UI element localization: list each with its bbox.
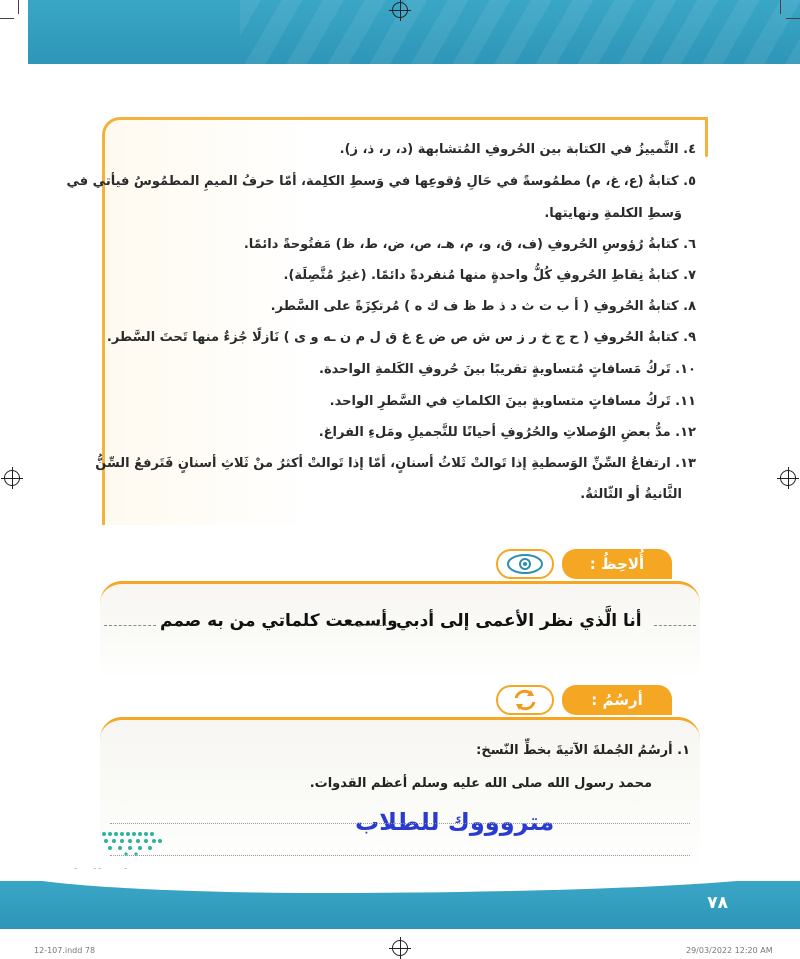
eye-icon <box>498 551 552 577</box>
page-number: ٧٨ <box>707 893 728 913</box>
crop-mark <box>0 18 14 19</box>
rule-item: ٤. التَّمييزُ في الكتابة بين الحُروفِ المُتشابهة (د، ر، ذ، ز). <box>339 142 696 157</box>
rule-item: ٨. كتابةُ الحُروفِ ( أ ب ت ث د ذ ط ظ ف ك ه ) مُرتكِزَةً على السَّطر. <box>270 299 696 314</box>
refresh-arrows-icon <box>498 687 552 713</box>
verse-divider <box>104 625 156 626</box>
rule-item: ٩. كتابةُ الحُروفِ ( ح ج خ ر ز س ش ص ض ع غ ق ل م ن ـه و ى ) نَازلًا جُزءٌ منها تَحتَ السَّطر. <box>106 330 696 345</box>
crop-mark <box>18 0 19 14</box>
writing-line <box>110 855 690 856</box>
verse-second-hemistich: وأسمعت كلماتي من به صمم <box>160 611 398 631</box>
verse-first-hemistich: أنا الَّذي نظر الأعمى إلى أدبي <box>396 611 642 631</box>
rule-item: ١٣. ارتفاعُ السِّنِّ الوَسطيةِ إذا تَوالتْ ثَلاثُ أسنانٍ، أمّا إذا تَوالتْ أكثرُ منْ ثَلاثِ أسنانٍ فَتَرفعُ السِّنُّ <box>95 456 696 471</box>
rule-item: ٧. كتابةُ نِقاطِ الحُروفِ كُلُّ واحدةٍ منها مُنفردةً دائمًا. (غيرُ مُتَّصِلَة). <box>283 268 696 283</box>
draw-icon-pill <box>496 685 554 715</box>
crop-mark <box>786 18 800 19</box>
registration-mark-icon <box>780 470 796 486</box>
student-answer: متروووك للطلاب <box>355 808 555 836</box>
header-banner <box>28 0 800 64</box>
rule-item: ٥. كتابةُ (ع، غ، م) مطمُوسةً في حَالِ وُقوعِها في وَسطِ الكلِمة، أمّا حرفُ الميمِ المطمُوسُ فيأتي في <box>66 174 696 189</box>
rule-item-continued: وَسطِ الكلمةِ ونهايتها. <box>544 206 682 221</box>
footer-banner <box>0 881 800 929</box>
draw-instruction: ١. أرسُمُ الجُملةَ الآتيةَ بخطِّ النّسخ: <box>476 743 690 758</box>
rule-item: ١١. تَركُ مسافاتٍ متساويةٍ بينَ الكلماتِ في السَّطرِ الواحد. <box>329 394 696 409</box>
crop-mark <box>780 0 781 14</box>
rule-item: ١٢. مدُّ بعضِ الوُصلاتِ والحُرُوفِ أحيانًا للتَّجميلِ ومَلءِ الفراغ. <box>318 425 696 440</box>
verse-divider <box>654 625 696 626</box>
draw-tab: أرسُمُ : <box>562 685 672 715</box>
ministry-logo-icon <box>100 830 164 856</box>
file-info-right: 29/03/2022 12:20 AM <box>686 946 773 955</box>
draw-panel <box>100 717 700 870</box>
observe-tab: أُلاحِظُ : <box>562 549 672 579</box>
observe-icon-pill <box>496 549 554 579</box>
file-info-left: 12-107.indd 78 <box>34 946 96 955</box>
rule-item-continued: الثَّانيةُ أو الثّالثةُ. <box>580 487 682 502</box>
draw-sentence: محمد رسول الله صلى الله عليه وسلم أعظم القدوات. <box>309 776 652 791</box>
registration-mark-icon <box>392 940 408 956</box>
rule-item: ٦. كتابةُ رُؤوسِ الحُروفِ (ف، ق، و، م، هـ، ص، ض، ط، ظ) مَفتُوحةً دائمًا. <box>243 237 696 252</box>
verse-divider <box>348 625 392 626</box>
writing-line <box>110 823 690 824</box>
registration-mark-icon <box>392 2 408 18</box>
rule-item: ١٠. تَركُ مَسافاتٍ مُتساويةٍ تقريبًا بينَ حُروفِ الكَلمةِ الواحدة. <box>319 362 696 377</box>
registration-mark-icon <box>4 470 20 486</box>
